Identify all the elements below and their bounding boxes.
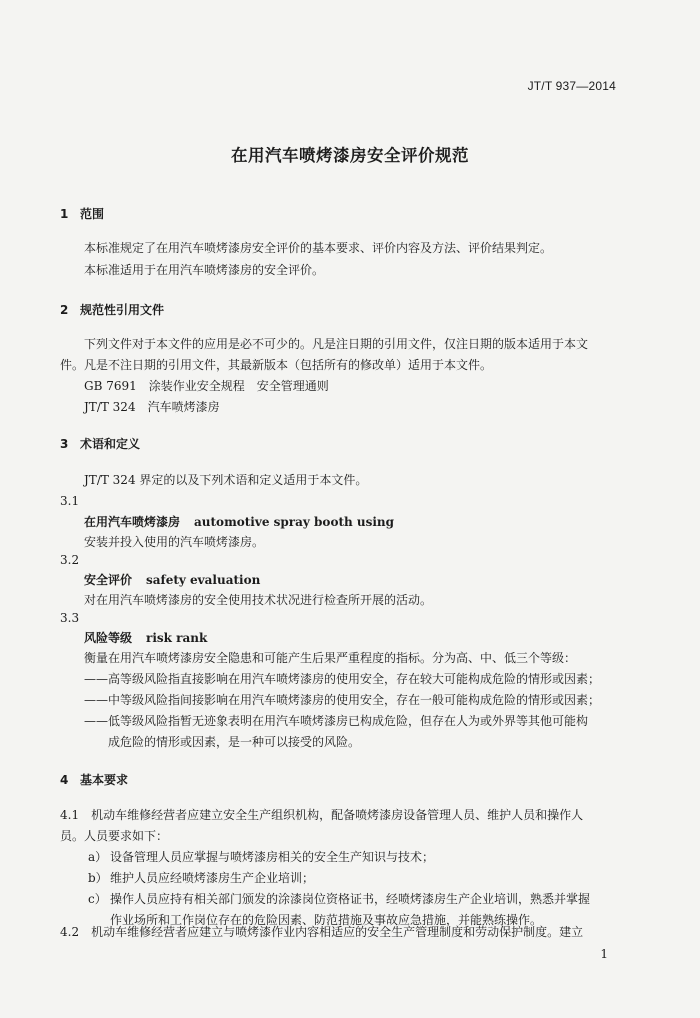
section-1-heading (60, 204, 104, 224)
paragraph-continuation: 件。凡是不注日期的引用文件，其最新版本（包括所有的修改单）适用于本文件。 (60, 358, 493, 372)
paragraph: 下列文件对于本文件的应用是必不可少的。凡是注日期的引用文件，仅注日期的版本适用于本文 (84, 337, 589, 351)
clause-number: 3.1 (60, 494, 80, 508)
normative-reference: GB 7691 涂装作业安全规程 安全管理通则 (84, 379, 329, 393)
item-mark: b） (88, 871, 108, 885)
list-item-c-continuation: 作业场所和工作岗位存在的危险因素、防范措施及事故应急措施，并能熟练操作。 (110, 913, 543, 927)
term-en: safety evaluation (146, 573, 261, 587)
dash-list-item-continuation: 成危险的情形或因素，是一种可以接受的风险。 (108, 735, 361, 749)
term-entry (84, 628, 207, 648)
item-text: 维护人员应经喷烤漆房生产企业培训； (110, 871, 315, 885)
section-3-heading (60, 434, 140, 454)
section-title: 基本要求 (80, 773, 129, 787)
term-definition: 对在用汽车喷烤漆房的安全使用技术状况进行检查所开展的活动。 (84, 593, 433, 607)
clause-4-2: 4.2 机动车维修经营者应建立与喷烤漆作业内容相适应的安全生产管理制度和劳动保护制度。建立 (60, 925, 584, 939)
section-4-heading (60, 770, 128, 790)
term-zh: 在用汽车喷烤漆房 (84, 515, 181, 529)
term-zh: 风险等级 (84, 631, 133, 645)
normative-reference: JT/T 324 汽车喷烤漆房 (84, 400, 220, 414)
section-title: 范围 (80, 207, 105, 221)
paragraph: 本标准规定了在用汽车喷烤漆房安全评价的基本要求、评价内容及方法、评价结果判定。 (84, 241, 553, 255)
item-text: 操作人员应持有相关部门颁发的涂漆岗位资格证书，经喷烤漆房生产企业培训，熟悉并掌握 (110, 892, 591, 906)
section-number: 1 (60, 207, 69, 221)
clause-number: 3.2 (60, 553, 80, 567)
section-number: 2 (60, 303, 69, 317)
term-definition: 衡量在用汽车喷烤漆房安全隐患和可能产生后果严重程度的指标。分为高、中、低三个等级： (84, 651, 577, 665)
dash-list-item: ——中等级风险指间接影响在用汽车喷烤漆房的使用安全，存在一般可能构成危险的情形或因素； (84, 693, 601, 707)
section-2-heading (60, 300, 164, 320)
section-number: 4 (60, 773, 69, 787)
list-item-a (88, 847, 434, 867)
term-entry (84, 570, 260, 590)
list-item-c (88, 889, 590, 909)
list-item-b (88, 868, 314, 888)
item-text: 设备管理人员应掌握与喷烤漆房相关的安全生产知识与技术； (110, 850, 435, 864)
item-mark: a） (88, 850, 108, 864)
term-en: automotive spray booth using (194, 515, 395, 529)
term-en: risk rank (146, 631, 208, 645)
clause-number: 3.3 (60, 611, 80, 625)
section-title: 术语和定义 (80, 437, 141, 451)
standard-code: JT/T 937—2014 (527, 79, 616, 93)
term-entry (84, 512, 394, 532)
term-definition: 安装并投入使用的汽车喷烤漆房。 (84, 535, 265, 549)
dash-list-item: ——高等级风险指直接影响在用汽车喷烤漆房的使用安全，存在较大可能构成危险的情形或因素； (84, 672, 601, 686)
dash-list-item: ——低等级风险指暂无迹象表明在用汽车喷烤漆房已构成危险，但存在人为或外界等其他可能构 (84, 714, 589, 728)
paragraph: 本标准适用于在用汽车喷烤漆房的安全评价。 (84, 263, 325, 277)
section-number: 3 (60, 437, 69, 451)
page-number: 1 (600, 947, 608, 961)
clause-4-1: 4.1 机动车维修经营者应建立安全生产组织机构，配备喷烤漆房设备管理人员、维护人员和操作人 (60, 808, 584, 822)
clause-4-1-continuation: 员。人员要求如下： (60, 829, 169, 843)
paragraph: JT/T 324 界定的以及下列术语和定义适用于本文件。 (84, 473, 368, 487)
section-title: 规范性引用文件 (80, 303, 165, 317)
document-title: 在用汽车喷烤漆房安全评价规范 (231, 146, 469, 165)
item-mark: c） (88, 892, 107, 906)
term-zh: 安全评价 (84, 573, 133, 587)
